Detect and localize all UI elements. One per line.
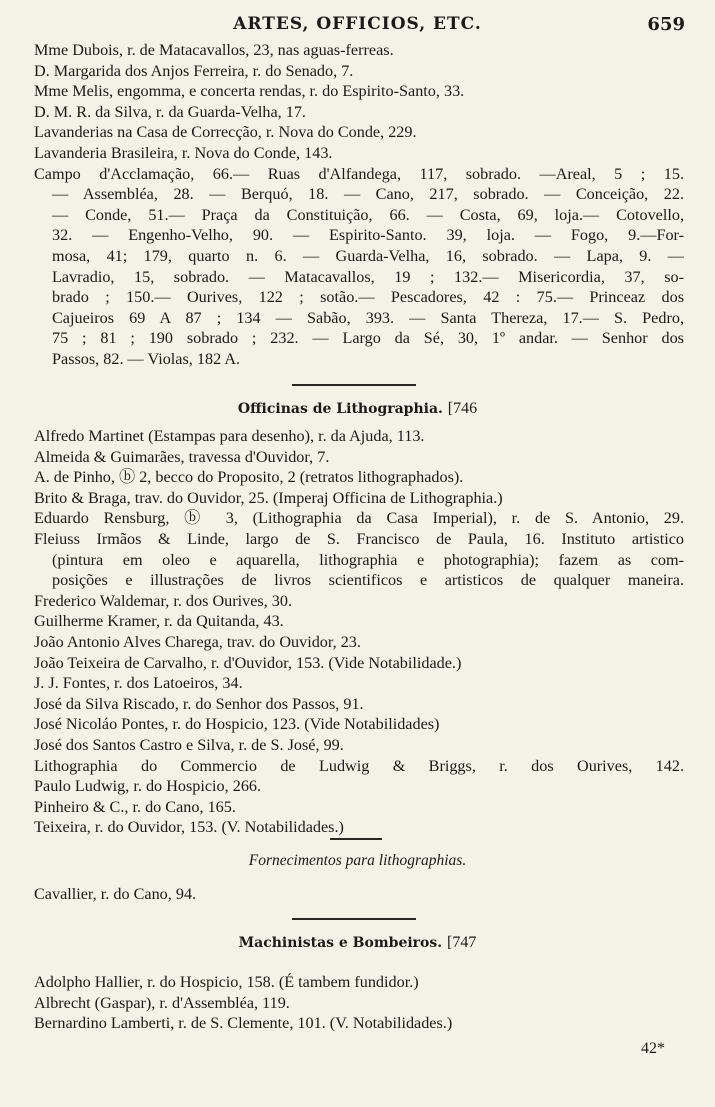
section-fornecimentos <box>34 884 684 905</box>
section-title: Officinas de Lithographia. <box>237 401 443 417</box>
entry-line: D. Margarida dos Anjos Ferreira, r. do Senado, 7. <box>34 61 354 80</box>
entry-line: Lithographia do Commercio de Ludwig & Briggs, r. dos Ourives, 142. <box>34 756 684 775</box>
entry-line: José da Silva Riscado, r. do Senhor dos Passos, 91. <box>34 694 364 713</box>
section-machinistas <box>34 972 684 1034</box>
entry-line: Eduardo Rensburg, ⓑ 3, (Lithographia da Casa Imperial), r. de S. Antonio, 29. <box>34 509 684 528</box>
signature-mark: 42* <box>641 1040 665 1057</box>
entry-line: Frederico Waldemar, r. dos Ourives, 30. <box>34 591 293 610</box>
entry-line: A. de Pinho, ⓑ 2, becco do Proposito, 2 (retratos lithographados). <box>34 468 464 487</box>
entry-line: Mme Dubois, r. de Matacavallos, 23, nas aguas-ferreas. <box>34 41 394 59</box>
entry-line: — Conde, 51.— Praça da Constituição, 66. — Costa, 69, loja.— Cotovello, <box>52 205 684 224</box>
entry-line: mosa, 41; 179, quarto n. 6. — Guarda-Velha, 16, sobrado. — Lapa, 9. — <box>52 246 684 265</box>
entry-line: Bernardino Lamberti, r. de S. Clemente, 101. (V. Notabilidades.) <box>34 1014 453 1033</box>
entry-line: Teixeira, r. do Ouvidor, 153. (V. Notabilidades.) <box>34 818 344 837</box>
entry-line: 75 ; 81 ; 190 sobrado ; 232. — Largo da Sé, 30, 1º andar. — Senhor dos <box>52 329 684 348</box>
entry-line: Guilherme Kramer, r. da Quitanda, 43. <box>34 612 284 631</box>
section-ref: [747 <box>447 934 477 951</box>
entry-line: João Antonio Alves Charega, trav. do Ouvidor, 23. <box>34 632 361 651</box>
entry-line: D. M. R. da Silva, r. da Guarda-Velha, 17. <box>34 102 306 121</box>
entry-line: Lavanderia Brasileira, r. Nova do Conde, 143. <box>34 143 333 162</box>
entry-line: Lavanderias na Casa de Correcção, r. Nova do Conde, 229. <box>34 123 417 142</box>
section-lithographia <box>34 426 684 838</box>
entry-line: Brito & Braga, trav. do Ouvidor, 25. (Imperaj Officina de Lithographia.) <box>34 488 503 507</box>
entry-line: Lavradio, 15, sobrado. — Matacavallos, 19 ; 132.— Misericordia, 37, so- <box>52 267 684 286</box>
page-number: 659 <box>647 14 685 35</box>
entry-line: Albrecht (Gaspar), r. d'Assembléa, 119. <box>34 993 290 1012</box>
entry-line: (pintura em oleo e aquarella, lithographia e photographia); fazem as com- <box>52 550 684 569</box>
section-heading-machinistas <box>0 932 715 954</box>
section-heading-lithographia <box>0 398 715 420</box>
section-divider <box>330 838 382 840</box>
entry-line: Campo d'Acclamação, 66.— Ruas d'Alfandega, 117, sobrado. —Areal, 5 ; 15. <box>34 164 684 183</box>
entry-line: J. J. Fontes, r. dos Latoeiros, 34. <box>34 674 243 693</box>
entry-line: José Nicoláo Pontes, r. do Hospicio, 123. (Vide Notabilidades) <box>34 715 440 734</box>
entry-line: Fleiuss Irmãos & Linde, largo de S. Francisco de Paula, 16. Instituto artistico <box>34 529 684 548</box>
entry-line: Mme Melis, engomma, e concerta rendas, r. do Espirito-Santo, 33. <box>34 82 465 101</box>
entry-line: João Teixeira de Carvalho, r. d'Ouvidor, 153. (Vide Notabilidade.) <box>34 653 462 672</box>
entry-line: Alfredo Martinet (Estampas para desenho), r. da Ajuda, 113. <box>34 427 425 445</box>
entry-line: Paulo Ludwig, r. do Hospicio, 266. <box>34 777 262 796</box>
section-lavanderias <box>34 40 684 370</box>
entry-line: 32. — Engenho-Velho, 90. — Espirito-Santo. 39, loja. — Fogo, 9.—For- <box>52 226 684 245</box>
entry-line: brado ; 150.— Ourives, 122 ; sotão.— Pescadores, 42 : 75.— Princeaz dos <box>52 288 684 307</box>
section-ref: [746 <box>447 400 478 417</box>
entry-line: Cavallier, r. do Cano, 94. <box>34 885 197 903</box>
page-header <box>0 14 715 40</box>
entry-line: Cajueiros 69 A 87 ; 134 — Sabão, 393. — Santa Thereza, 17.— S. Pedro, <box>52 308 684 327</box>
running-title: ARTES, OFFICIOS, ETC. <box>233 14 482 34</box>
section-heading-fornecimentos: Fornecimentos para lithographias. <box>248 852 467 869</box>
entry-line: Adolpho Hallier, r. do Hospicio, 158. (É tambem fundidor.) <box>34 973 419 991</box>
entry-line: Pinheiro & C., r. do Cano, 165. <box>34 797 236 816</box>
entry-line: Almeida & Guimarães, travessa d'Ouvidor, 7. <box>34 447 330 466</box>
entry-line: Passos, 82. — Violas, 182 A. <box>52 349 241 368</box>
entry-line: posições e illustrações de livros scientificos e artisticos de qualquer maneira. <box>52 571 684 590</box>
section-title: Machinistas e Bombeiros. <box>238 935 443 951</box>
section-divider <box>292 918 416 920</box>
entry-line: José dos Santos Castro e Silva, r. de S. José, 99. <box>34 735 344 754</box>
section-divider <box>292 384 416 386</box>
entry-line: — Assembléa, 28. — Berquó, 18. — Cano, 217, sobrado. — Conceição, 22. <box>52 185 684 204</box>
